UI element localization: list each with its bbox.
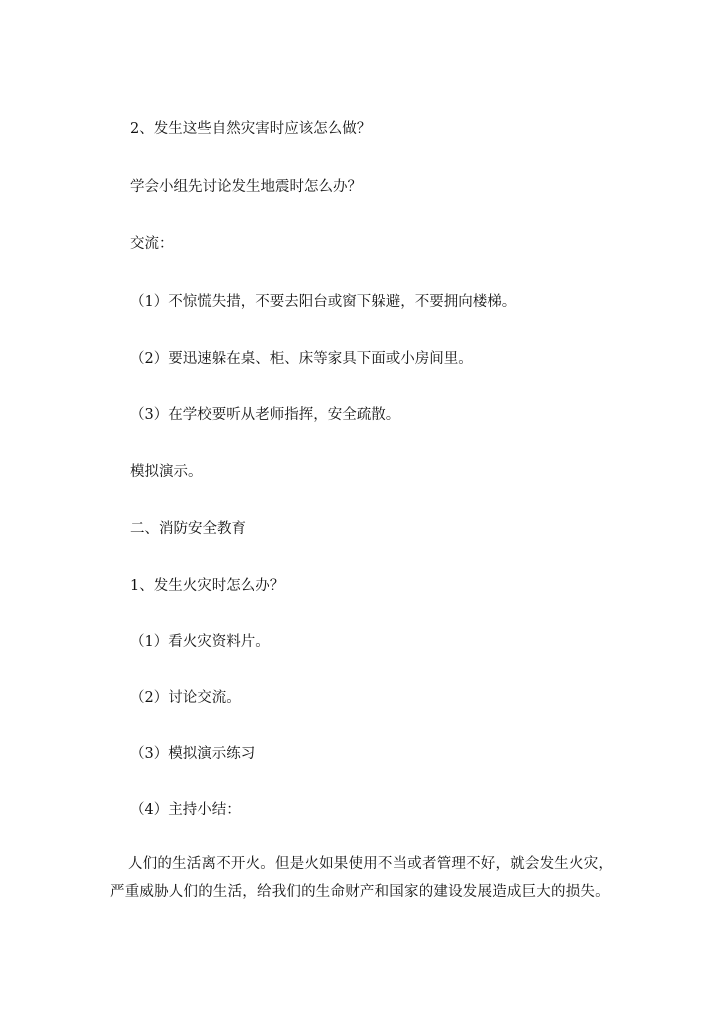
text-simulation-demo: 模拟演示。 bbox=[130, 464, 203, 480]
section-heading-fire-safety: 二、消防安全教育 bbox=[130, 521, 246, 537]
list-item-earthquake-1: （1）不惊慌失措，不要去阳台或窗下躲避，不要拥向楼梯。 bbox=[130, 294, 517, 310]
heading-fire-response: 1、发生火灾时怎么办？ bbox=[130, 578, 285, 594]
list-item-fire-2: （2）讨论交流。 bbox=[130, 690, 241, 706]
summary-paragraph: 人们的生活离不开火。但是火如果使用不当或者管理不好，就会发生火灾，严重威胁人们的生活，给我们的生命财产和国家的建设发展造成巨大的损失。 bbox=[110, 856, 614, 900]
list-item-fire-1: （1）看火灾资料片。 bbox=[130, 634, 270, 650]
text-exchange: 交流： bbox=[130, 236, 174, 252]
text-group-discussion: 学会小组先讨论发生地震时怎么办？ bbox=[130, 179, 362, 195]
list-item-fire-3: （3）模拟演示练习 bbox=[130, 746, 256, 762]
list-item-fire-4: （4）主持小结： bbox=[130, 802, 241, 818]
heading-disaster-response: 2、发生这些自然灾害时应该怎么做？ bbox=[130, 121, 372, 137]
list-item-earthquake-3: （3）在学校要听从老师指挥，安全疏散。 bbox=[130, 407, 401, 423]
list-item-earthquake-2: （2）要迅速躲在桌、柜、床等家具下面或小房间里。 bbox=[130, 351, 473, 367]
